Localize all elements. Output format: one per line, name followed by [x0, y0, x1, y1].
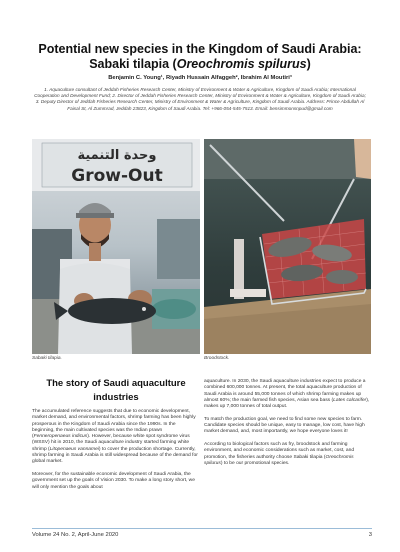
species-name: Oreochromis spilurus [204, 454, 354, 466]
photo-sabaki-tilapia [32, 139, 200, 354]
photo-broodstock [204, 139, 371, 354]
body-column-left [32, 409, 198, 497]
body-column-right [204, 379, 371, 473]
sign-grow-out-text: Grow-Out [71, 166, 163, 186]
paragraph: According to biological factors such as fry, broodstock and farming environment, and economic considerations such as market, cost, and promotion, the fisheries authority choose Sabaki tilapia (Oreochromis spilurus) to be our promotional species. [204, 441, 355, 466]
species-name: Fenneropenaeus indicus [33, 434, 88, 440]
paragraph: Moreover, for the sustainable economic development of Saudi Arabia, the government set up the goals of Vision 2030. To make a long story short, we will only mention the goals about [32, 471, 195, 490]
caption-right: Broodstock. [204, 356, 230, 361]
paragraph: aquaculture. In 2030, the Saudi aquaculture industries expect to produce a combined 600,000 tonnes. At present, the total aquaculture production of Saudi Arabia is around 55,000 tonnes of which shrimp farming makes up almost 60%; the main farmed fish species, Asian sea bass (Lates calcarifer), makes up 7,000 tonnes of total output. [204, 379, 370, 410]
title-line-2: Sabaki tilapia (Oreochromis spilurus) [89, 57, 311, 71]
author-list: Benjamin C. Young¹, Riyadh Hussain Alfaggeh², Ibrahim Al Moutiri³ [108, 75, 292, 81]
title-line-1: Potential new species in the Kingdom of Saudi Arabia: [38, 42, 362, 56]
caption-left: Sabaki tilapia. [32, 356, 62, 361]
article-title [20, 42, 380, 72]
species-name: Litopenaeus vannamei [49, 446, 99, 452]
affiliations: 1. Aquaculture consultant of Jeddah Fisheries Research Center, Ministry of Environment & Water & Agriculture, Kingdom of Saudi Arabia; International Cooperation and Development Fund; 2. Director of Jeddah Fisheries Research Center, Ministry of Environment & Water & Agriculture, Kingdom of Saudi Arabia; 3. Deputy Director of Jeddah Fisheries Research Center, Ministry of Environment & Water & Agriculture, Kingdom of Saudi Arabia. Address: Prince Abdullah Al Faisal St, Al Zummrad, Jeddah 23823, Kingdom of Saudi Arabia. Tel: +966-054-545-7513. Email: bensimmonsnpud@gmail.com [34, 87, 366, 111]
footer-rule [32, 528, 372, 529]
paragraph: To match the production goal, we need to find some new species to farm. Candidate species should be unique, easy to manage, low cost, have high market demand, and, most importantly, we hope everyone loves it! [204, 416, 365, 435]
page-number: 3 [368, 532, 372, 538]
sign-arabic-text: وحدة التنمية [77, 148, 157, 163]
section-heading: The story of Saudi aquaculture industries [46, 378, 186, 403]
species-name: Lates calcarifer [333, 397, 367, 403]
footer-issue: Volume 24 No. 2, April-June 2020 [32, 532, 119, 538]
paragraph: The accumulated reference suggests that due to economic development, market demand, and environmental factors, shrimp farming has been highly prosperous in the Kingdom of Saudi Arabia since the 1990s. In the beginning, the main cultivated species was the Indian prawn (Fenneropenaeus indicus). However, because white spot syndrome virus (WSSV) hit in 2010, the Saudi aquaculture industry started farming white shrimp (Litopenaeus vannamei) to cover the production shortage. Currently, shrimp farming in Saudi Arabia is still widespread because of the demand for global market. [32, 409, 198, 465]
species-name: Oreochromis spilurus [176, 57, 307, 71]
